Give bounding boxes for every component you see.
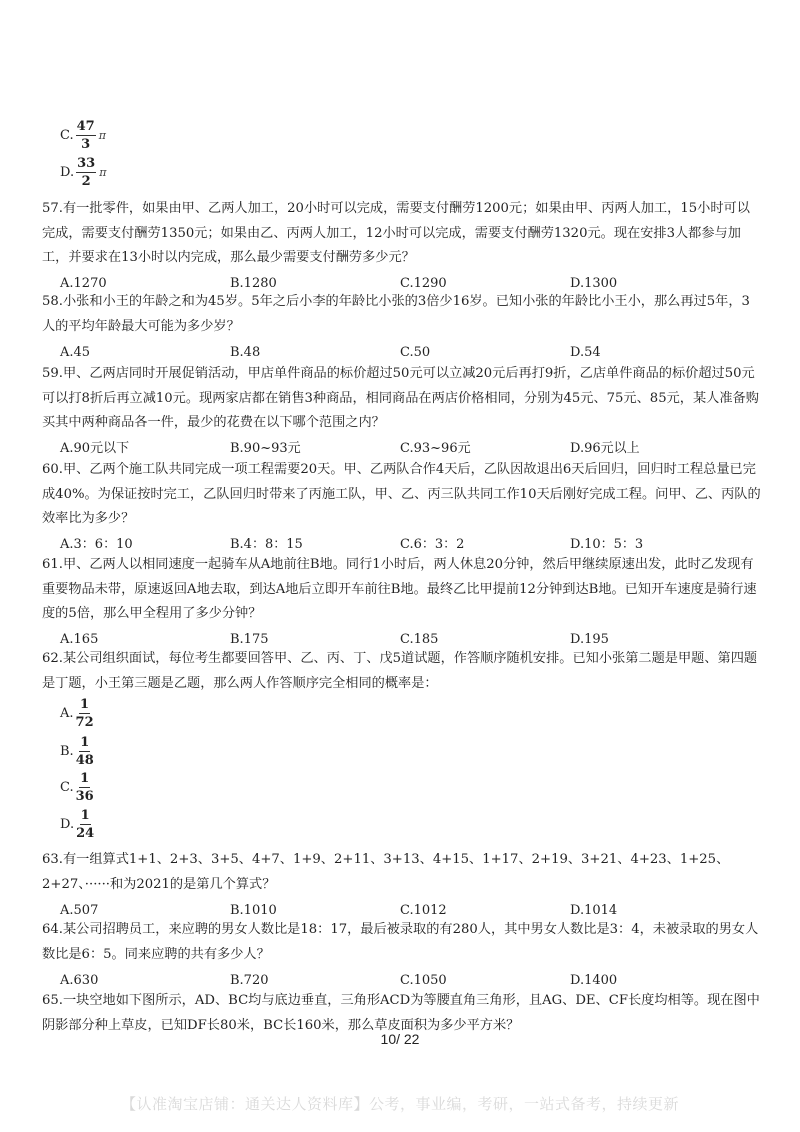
fraction bbox=[76, 736, 94, 767]
option-a[interactable]: A.1270 bbox=[60, 276, 107, 292]
option-c[interactable]: C.93~96元 bbox=[400, 441, 471, 457]
option-a[interactable]: A.507 bbox=[60, 902, 99, 918]
option-c[interactable] bbox=[60, 772, 94, 803]
option-d[interactable]: D.1014 bbox=[570, 902, 618, 918]
question-stem: 57.有一批零件，如果由甲、乙两人加工，20小时可以完成，需要支付酬劳1200元；如果由甲、丙两人加工，15小时可以完成，需要支付酬劳1350元；如果由乙、丙两人加工，12小时可以完成，需要支付酬劳1320元。现在安排3人都参与加工，并要求在13小时以内完成，那么最少需要支付酬劳多少元？ bbox=[42, 201, 750, 265]
option-b[interactable] bbox=[60, 736, 94, 767]
option-d-prev[interactable] bbox=[60, 157, 106, 188]
option-c[interactable]: C.185 bbox=[400, 632, 439, 648]
option-label: D. bbox=[60, 817, 75, 832]
option-d[interactable]: D.1300 bbox=[570, 276, 618, 292]
option-b[interactable]: B.48 bbox=[230, 344, 261, 360]
numerator: 1 bbox=[80, 697, 90, 712]
option-d[interactable] bbox=[60, 809, 94, 840]
numerator: 1 bbox=[80, 735, 90, 750]
denominator: 36 bbox=[75, 789, 94, 804]
denominator: 2 bbox=[81, 174, 91, 189]
option-b[interactable]: B.720 bbox=[230, 972, 269, 988]
option-a[interactable]: A.90元以下 bbox=[60, 441, 130, 457]
denominator: 3 bbox=[81, 137, 91, 152]
option-a[interactable] bbox=[60, 698, 94, 729]
option-b[interactable]: B.1010 bbox=[230, 902, 277, 918]
option-label: A. bbox=[60, 706, 74, 721]
option-d[interactable]: D.96元以上 bbox=[570, 441, 640, 457]
option-label: B. bbox=[60, 744, 74, 759]
question-stem: 64.某公司招聘员工，来应聘的男女人数比是18：17，最后被录取的有280人，其中男女人数比是3：4，未被录取的男女人数比是6：5。同来应聘的共有多少人？ bbox=[42, 922, 759, 962]
watermark-text: 【认准淘宝店铺：通关达人资料库】公考，事业编，考研，一站式备考，持续更新 bbox=[120, 1095, 679, 1113]
option-label: C. bbox=[60, 780, 74, 795]
numerator: 1 bbox=[80, 808, 90, 823]
option-d[interactable]: D.195 bbox=[570, 632, 609, 648]
question-stem: 60.甲、乙两个施工队共同完成一项工程需要20天。甲、乙两队合作4天后，乙队因故退出6天后回归，回归时工程总量已完成40%。为保证按时完工，乙队回归时带来了丙施工队，甲、乙、丙三队共同工作10天后刚好完成工程。问甲、乙、丙队的效率比为多少？ bbox=[42, 462, 761, 526]
option-c[interactable]: C.50 bbox=[400, 344, 431, 360]
option-a[interactable]: A.3：6：10 bbox=[60, 537, 133, 553]
pi-symbol: π bbox=[99, 166, 107, 179]
page-number: 10/ 22 bbox=[380, 1031, 420, 1047]
question-64 bbox=[42, 918, 762, 993]
option-d[interactable]: D.10：5：3 bbox=[570, 537, 644, 553]
numerator: 47 bbox=[76, 119, 95, 134]
fraction bbox=[76, 120, 96, 151]
option-c-prev[interactable] bbox=[60, 120, 106, 151]
fraction bbox=[76, 809, 94, 840]
option-label: C. bbox=[60, 128, 74, 143]
option-d[interactable]: D.54 bbox=[570, 344, 601, 360]
question-60 bbox=[42, 458, 762, 558]
option-a[interactable]: A.165 bbox=[60, 632, 99, 648]
option-c[interactable]: C.1290 bbox=[400, 276, 447, 292]
numerator: 1 bbox=[80, 771, 90, 786]
denominator: 24 bbox=[76, 826, 95, 841]
question-stem: 61.甲、乙两人以相同速度一起骑车从A地前往B地。同行1小时后，两人休息20分钟，然后甲继续原速出发，此时乙发现有重要物品未带，原速返回A地去取，到达A地后立即开车前往B地。最终乙比甲提前12分钟到达B地。已知开车速度是骑行速度的5倍，那么甲全程用了多少分钟？ bbox=[42, 557, 757, 621]
option-c[interactable]: C.6：3：2 bbox=[400, 537, 465, 553]
question-58 bbox=[42, 290, 762, 365]
question-63 bbox=[42, 848, 762, 923]
question-57 bbox=[42, 197, 762, 297]
option-c[interactable]: C.1050 bbox=[400, 972, 447, 988]
question-stem: 59.甲、乙两店同时开展促销活动，甲店单件商品的标价超过50元可以立减20元后再打9折，乙店单件商品的标价超过50元可以打8折后再立减10元。现两家店都在销售3种商品，相同商品在两店价格相同，分别为45元、75元、85元，某人准备购买其中两种商品各一件，最少的花费在以下哪个范围之内？ bbox=[42, 366, 759, 430]
fraction bbox=[76, 698, 94, 729]
option-a[interactable]: A.45 bbox=[60, 344, 91, 360]
option-a[interactable]: A.630 bbox=[60, 972, 99, 988]
denominator: 48 bbox=[75, 753, 94, 768]
option-c[interactable]: C.1012 bbox=[400, 902, 447, 918]
question-stem: 65.一块空地如下图所示，AD、BC均与底边垂直，三角形ACD为等腰直角三角形，且AG、DE、CF长度均相等。现在图中阴影部分种上草皮，已知DF长80米，BC长160米，那么草皮面积为多少平方米？ bbox=[42, 993, 760, 1033]
option-label: D. bbox=[60, 165, 75, 180]
question-62 bbox=[42, 647, 762, 696]
pi-symbol: π bbox=[98, 129, 106, 142]
option-b[interactable]: B.1280 bbox=[230, 276, 277, 292]
question-stem: 62.某公司组织面试，每位考生都要回答甲、乙、丙、丁、戊5道试题，作答顺序随机安排。已知小张第二题是甲题、第四题是丁题，小王第三题是乙题，那么两人作答顺序完全相同的概率是： bbox=[42, 651, 758, 691]
fraction bbox=[76, 772, 94, 803]
question-stem: 63.有一组算式1+1、2+3、3+5、4+7、1+9、2+11、3+13、4+15、1+17、2+19、3+21、4+23、1+25、2+27、······和为2021的是第几个算式？ bbox=[42, 852, 730, 892]
question-61 bbox=[42, 553, 762, 653]
question-stem: 58.小张和小王的年龄之和为45岁。5年之后小李的年龄比小张的3倍少16岁。已知小张的年龄比小王小，那么再过5年，3人的平均年龄最大可能为多少岁？ bbox=[42, 294, 750, 334]
numerator: 33 bbox=[77, 156, 96, 171]
option-b[interactable]: B.4：8：15 bbox=[230, 537, 303, 553]
option-d[interactable]: D.1400 bbox=[570, 972, 618, 988]
fraction bbox=[76, 157, 96, 188]
denominator: 72 bbox=[75, 715, 94, 730]
option-b[interactable]: B.90~93元 bbox=[230, 441, 301, 457]
question-59 bbox=[42, 362, 762, 462]
option-b[interactable]: B.175 bbox=[230, 632, 269, 648]
